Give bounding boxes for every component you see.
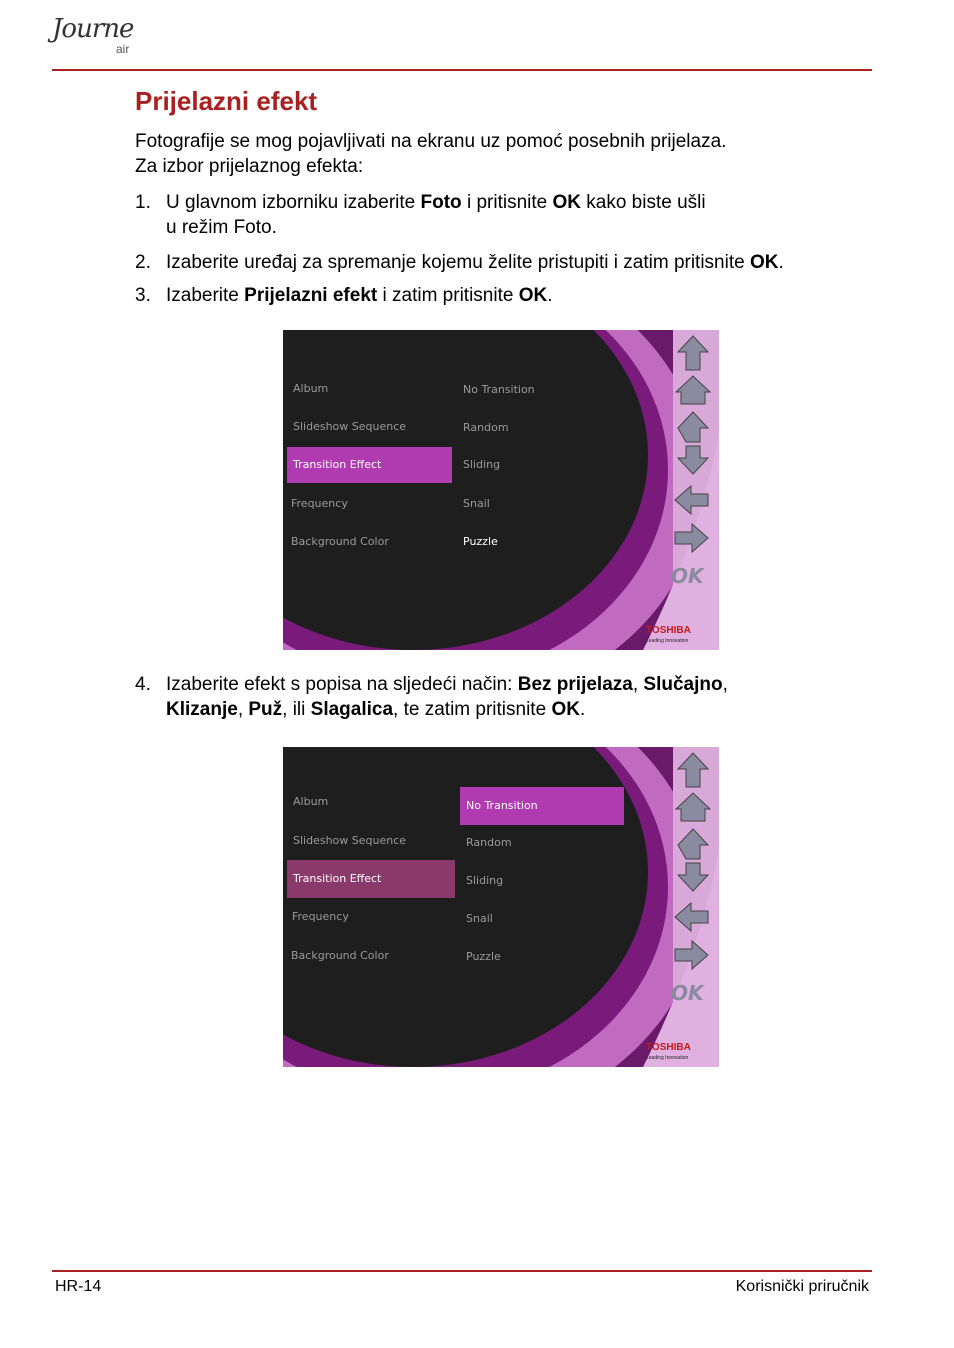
option-random[interactable]: Random — [463, 421, 509, 434]
option-sliding[interactable]: Sliding — [466, 874, 504, 887]
step-number: 3. — [135, 285, 151, 306]
option-puzzle[interactable]: Puzzle — [463, 535, 498, 548]
menu-item-album[interactable]: Album — [293, 382, 329, 395]
brand-tagline: Leading Innovation — [646, 1055, 689, 1061]
menu-item-transition-effect[interactable]: Transition Effect — [293, 458, 382, 471]
menu-item-frequency[interactable]: Frequency — [292, 910, 349, 923]
manual-title: Korisnički priručnik — [735, 1278, 869, 1295]
journe-air-logo — [52, 12, 142, 64]
screenshot-transition-options — [283, 747, 719, 1067]
intro-line-2: Za izbor prijelaznog efekta: — [135, 156, 364, 177]
option-sliding[interactable]: Sliding — [463, 458, 501, 471]
ok-button[interactable]: OK — [671, 564, 704, 588]
menu-item-slideshow-sequence[interactable]: Slideshow Sequence — [293, 420, 407, 433]
step-number: 1. — [135, 192, 151, 213]
option-snail[interactable]: Snail — [463, 497, 490, 510]
footer-rule — [52, 1270, 872, 1272]
intro-line-1: Fotografije se mog pojavljivati na ekranu uz pomoć posebnih prijelaza. — [135, 131, 727, 152]
menu-item-slideshow-sequence[interactable]: Slideshow Sequence — [293, 834, 407, 847]
intro-paragraph — [135, 129, 726, 179]
step-number: 2. — [135, 252, 151, 273]
option-snail[interactable]: Snail — [466, 912, 493, 925]
section-title: Prijelazni efekt — [135, 86, 318, 116]
logo-script: Journe — [52, 14, 134, 44]
option-puzzle[interactable]: Puzzle — [466, 950, 501, 963]
menu-item-transition-effect[interactable]: Transition Effect — [293, 872, 382, 885]
page-number: HR-14 — [55, 1278, 102, 1295]
header-rule — [52, 69, 872, 71]
ok-button[interactable]: OK — [671, 981, 704, 1005]
logo-sub: air — [116, 42, 130, 56]
option-random[interactable]: Random — [466, 836, 512, 849]
step-number: 4. — [135, 674, 151, 695]
brand-tagline: Leading Innovation — [646, 638, 689, 644]
menu-item-background-color[interactable]: Background Color — [291, 535, 389, 548]
step-text: Izaberite uređaj za spremanje kojemu želite pristupiti i zatim pritisnite OK. — [166, 252, 784, 273]
screenshot-transition-menu — [283, 330, 719, 650]
screen-background-art — [283, 330, 719, 650]
toshiba-logo: TOSHIBA — [646, 625, 691, 636]
menu-item-frequency[interactable]: Frequency — [291, 497, 348, 510]
step-text: Izaberite efekt s popisa na sljedeći način: Bez prijelaza, Slučajno, Klizanje, Puž, ili Slagalica, te zatim pritisnite OK. — [166, 674, 728, 720]
step-text: U glavnom izborniku izaberite Foto i pritisnite OK kako biste ušli u režim Foto. — [166, 192, 706, 238]
menu-item-background-color[interactable]: Background Color — [291, 949, 389, 962]
toshiba-logo: TOSHIBA — [646, 1042, 691, 1053]
option-no-transition[interactable]: No Transition — [466, 799, 538, 812]
menu-item-album[interactable]: Album — [293, 795, 329, 808]
option-no-transition[interactable]: No Transition — [463, 383, 535, 396]
step-text: Izaberite Prijelazni efekt i zatim pritisnite OK. — [166, 285, 553, 306]
